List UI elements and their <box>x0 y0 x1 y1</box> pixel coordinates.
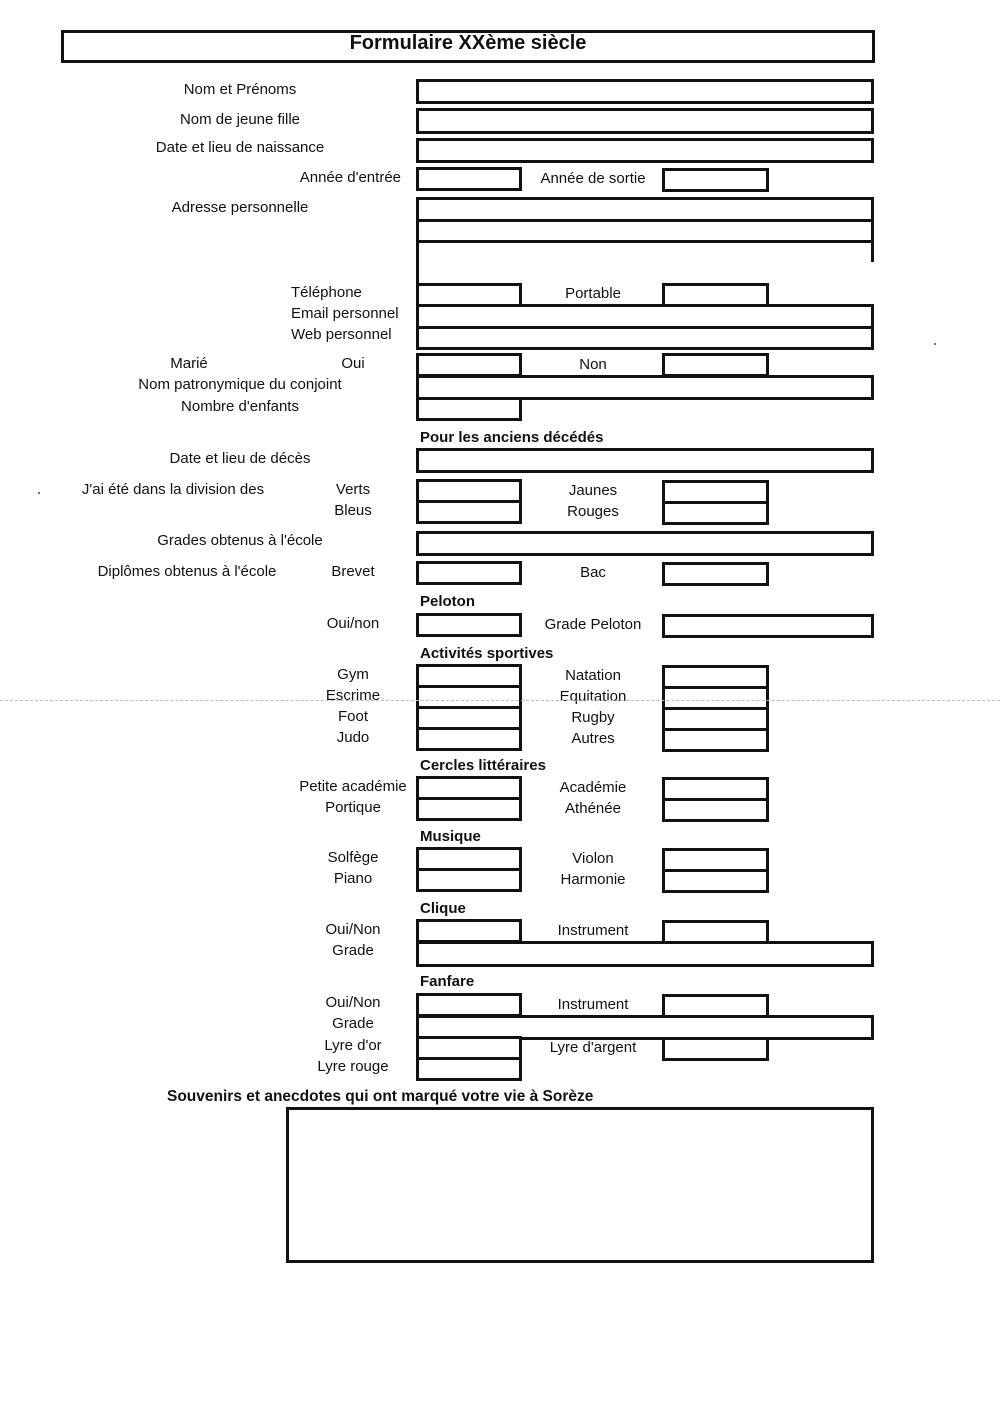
label-cercle: Portique <box>325 799 381 816</box>
label-clique-instrument: Instrument <box>557 922 629 939</box>
input-fanfare-oui-non[interactable] <box>416 993 522 1017</box>
label-nom-conjoint: Nom patronymique du conjoint <box>138 376 342 393</box>
label-marie-non: Non <box>579 356 607 373</box>
label-nom-jeune-fille: Nom de jeune fille <box>179 111 301 128</box>
label-sport: Natation <box>565 667 621 684</box>
label-musique: Solfège <box>327 849 379 866</box>
label-lyre-or: Lyre d'or <box>324 1037 382 1054</box>
label-clique-oui-non: Oui/Non <box>325 921 381 938</box>
input-date-lieu-deces[interactable] <box>416 448 874 473</box>
label-adresse: Adresse personnelle <box>171 199 309 216</box>
label-sport: Equitation <box>559 688 627 705</box>
label-grades: Grades obtenus à l'école <box>157 532 323 549</box>
input-nom-jeune-fille[interactable] <box>416 108 874 134</box>
input-marie-non[interactable] <box>662 353 769 377</box>
input-marie-oui[interactable] <box>416 353 522 377</box>
heading-clique: Clique <box>420 900 466 917</box>
input-annee-entree[interactable] <box>416 167 522 191</box>
label-sport: Escrime <box>325 687 381 704</box>
label-musique: Harmonie <box>560 871 626 888</box>
label-grade-peloton: Grade Peloton <box>544 616 642 633</box>
label-annee-sortie: Année de sortie <box>540 170 646 187</box>
label-sport: Foot <box>337 708 369 725</box>
label-email: Email personnel <box>291 305 399 322</box>
label-musique: Violon <box>572 850 614 867</box>
input-bleus[interactable] <box>416 500 522 524</box>
label-portable: Portable <box>565 285 621 302</box>
input-lyre-rouge[interactable] <box>416 1057 522 1081</box>
label-sport: Rugby <box>571 709 615 726</box>
input-adresse-line-4[interactable] <box>416 262 874 284</box>
input-cercle[interactable] <box>416 797 522 821</box>
label-fanfare-instrument: Instrument <box>557 996 629 1013</box>
label-brevet: Brevet <box>331 563 375 580</box>
label-nom-prenoms: Nom et Prénoms <box>183 81 297 98</box>
label-marie-oui: Oui <box>341 355 365 372</box>
input-date-lieu-naissance[interactable] <box>416 138 874 163</box>
heading-fanfare: Fanfare <box>420 973 475 990</box>
heading-sports: Activités sportives <box>420 645 554 662</box>
paper-fold-line <box>0 700 1000 701</box>
label-web: Web personnel <box>291 326 392 343</box>
input-cercle[interactable] <box>662 798 769 822</box>
label-diplomes: Diplômes obtenus à l'école <box>97 563 277 580</box>
heading-deces: Pour les anciens décédés <box>420 429 604 446</box>
input-rouges[interactable] <box>662 501 769 525</box>
label-bleus: Bleus <box>334 502 372 519</box>
label-jaunes: Jaunes <box>568 482 618 499</box>
label-bac: Bac <box>580 564 606 581</box>
input-grades[interactable] <box>416 531 874 556</box>
input-annee-sortie[interactable] <box>662 168 769 192</box>
label-verts: Verts <box>335 481 371 498</box>
input-grade-peloton[interactable] <box>662 614 874 638</box>
heading-souvenirs: Souvenirs et anecdotes qui ont marqué votre vie à Sorèze <box>167 1088 594 1105</box>
label-date-lieu-naissance: Date et lieu de naissance <box>155 139 325 156</box>
label-cercle: Académie <box>559 779 627 796</box>
label-division: J'ai été dans la division des <box>81 481 265 498</box>
input-sport[interactable] <box>416 727 522 751</box>
scan-speck <box>934 343 936 345</box>
input-lyre-argent[interactable] <box>662 1037 769 1061</box>
input-nombre-enfants[interactable] <box>416 397 522 421</box>
label-musique: Piano <box>333 870 373 887</box>
input-web[interactable] <box>416 326 874 350</box>
input-bac[interactable] <box>662 562 769 586</box>
label-cercle: Petite académie <box>299 778 407 795</box>
label-fanfare-grade: Grade <box>332 1015 374 1032</box>
input-clique-oui-non[interactable] <box>416 919 522 943</box>
input-musique[interactable] <box>416 868 522 892</box>
label-nombre-enfants: Nombre d'enfants <box>181 398 299 415</box>
label-lyre-argent: Lyre d'argent <box>549 1039 637 1056</box>
heading-cercles: Cercles littéraires <box>420 757 546 774</box>
input-nom-prenoms[interactable] <box>416 79 874 104</box>
label-sport: Judo <box>336 729 370 746</box>
label-date-lieu-deces: Date et lieu de décès <box>169 450 311 467</box>
label-peloton-oui-non: Oui/non <box>326 615 380 632</box>
label-telephone: Téléphone <box>291 284 362 301</box>
label-annee-entree: Année d'entrée <box>299 169 401 186</box>
input-sport[interactable] <box>662 728 769 752</box>
label-sport: Autres <box>571 730 615 747</box>
input-musique[interactable] <box>662 869 769 893</box>
input-brevet[interactable] <box>416 561 522 585</box>
label-fanfare-oui-non: Oui/Non <box>325 994 381 1011</box>
heading-peloton: Peloton <box>420 593 475 610</box>
textarea-souvenirs[interactable] <box>286 1107 874 1263</box>
scan-speck <box>38 492 40 494</box>
label-lyre-rouge: Lyre rouge <box>317 1058 389 1075</box>
form-title: Formulaire XXème siècle <box>349 32 587 54</box>
heading-musique: Musique <box>420 828 481 845</box>
label-cercle: Athénée <box>565 800 621 817</box>
label-clique-grade: Grade <box>332 942 374 959</box>
label-marie: Marié <box>170 355 208 372</box>
label-rouges: Rouges <box>567 503 619 520</box>
input-peloton-oui-non[interactable] <box>416 613 522 637</box>
label-sport: Gym <box>337 666 369 683</box>
input-clique-grade[interactable] <box>416 941 874 967</box>
